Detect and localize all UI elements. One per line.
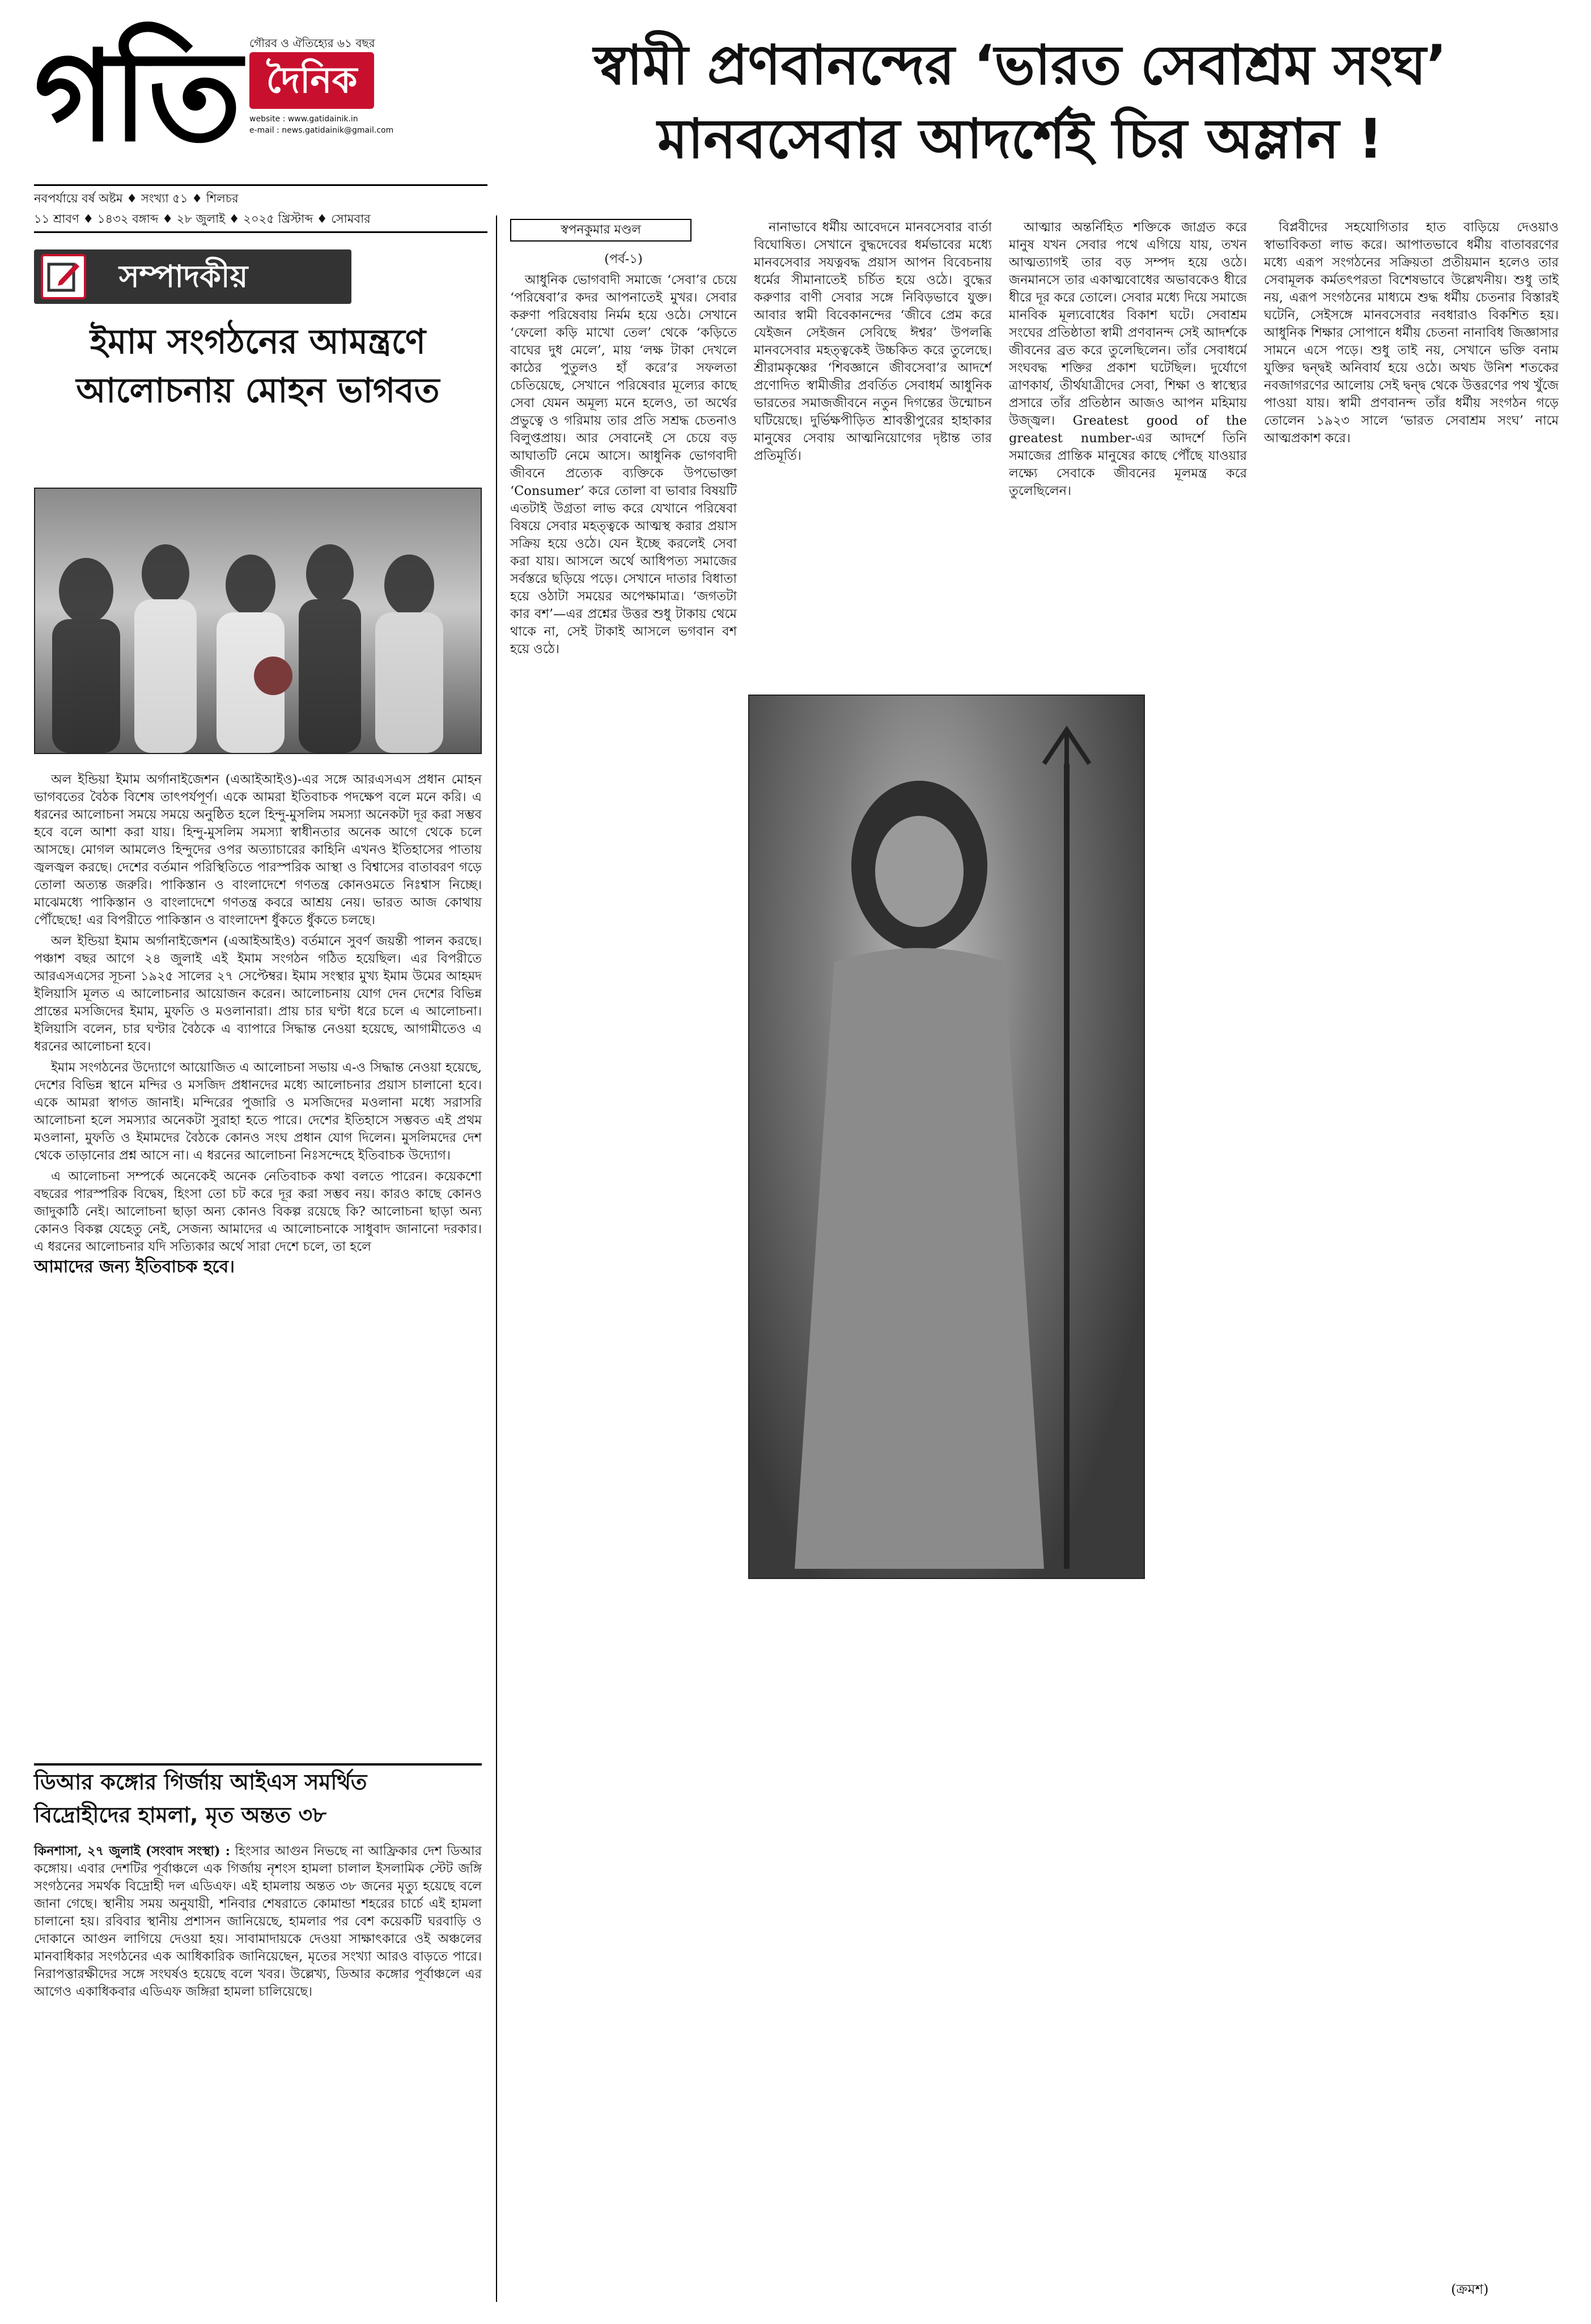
lead-headline	[482, 28, 1559, 176]
editorial-tag: সম্পাদকীয়	[34, 249, 351, 304]
column-rule	[496, 215, 497, 2302]
congo-headline-line2: বিদ্রোহীদের হামলা, মৃত অন্তত ৩৮	[34, 1802, 326, 1827]
lead-paragraph: বিপ্লবীদের সহযোগিতার হাত বাড়িয়ে দেওয়াও স্বাভাবিকতা লাভ করে। আপাতভাবে ধর্মীয় বাতাবরণের মধ্যে এরূপ সংগঠনের সক্রিয়তা প্রতীয়মান হলেও তার সেবামূলক কর্মতৎপরতা বিশেষভাবে উল্লেখনীয়। শুধু তাই নয়, এরূপ সংগঠনের মাধ্যমে শুদ্ধ ধর্মীয় চেতনার বিস্তারই ঘটেনি, সেইসঙ্গে মানবসেবার নবধারাও বিকশিত হয়। আধুনিক শিক্ষার সোপানে ধর্মীয় চেতনা নানাবিধ জিজ্ঞাসার সামনে এসে পড়ে। শুধু তাই নয়, সেখানে ভক্তি বনাম যুক্তির দ্বন্দ্বই অনিবার্য হয়ে ওঠে। অথচ উনিশ শতকের নবজাগরণের আলোয় সেই দ্বন্দ্ব থেকে উত্তরণের পথ খুঁজে পাওয়া যায়। স্বামী প্রণবানন্দ তাঁর ধর্মীয় সংগঠন গড়ে তোলেন ১৯২৩ সালে ‘ভারত সেবাশ্রম সংঘ’ নামে আত্মপ্রকাশ করে।	[1264, 220, 1559, 446]
swami-pranavananda-portrait	[748, 695, 1145, 1579]
lead-column-4	[1264, 219, 1559, 447]
lead-paragraph: আধুনিক ভোগবাদী সমাজে ‘সেবা’র চেয়ে ‘পরিষেবা’র কদর আপনাতেই মুখর। সেবার করুণা পরিষেবায় নির্মম হয়ে ওঠে। সেখানে ‘ফেলো কড়ি মাখো তেল’ থেকে ‘কড়িতে বাঘের দুধ মেলে’, মায় ‘লক্ষ টাকা দেখলে কাঠের পুতুলও হাঁ করে’র সফলতা চেতিয়েছে, সেখানে পরিষেবার মূল্যের কাছে সেবা যেমন অমূল্য মনে হলেও, তা অর্থের প্রভুত্বে ও গরিমায় তার প্রতি সশ্রদ্ধ চেতনাও বিলুপ্তপ্রায়। আর সেবানেই সে চেয়ে বড় আঘাতটি নেমে আসে। আধুনিক ভোগবাদী জীবনে প্রত্যেক ব্যক্তিকে উপভোক্তা ‘Consumer’ করে তোলা বা ভাবার বিষয়টি এতটাই উগ্রতা লাভ করে যেখানে পরিষেবা বিষয়ে সেবার মহত্ত্বকে আত্মস্থ করার প্রয়াস সক্রিয় হয়ে ওঠে। যেন ইচ্ছে করলেই সেবা করা যায়। আসলে অর্থে আধিপত্য সমাজের সর্বস্তরে ছড়িয়ে পড়ে। সেখানে দাতার বিধাতা হয়ে ওঠাটা সময়ের অপেক্ষামাত্র। ‘জগতটা কার বশ’—এর প্রশ্নের উত্তর শুধু টাকায় থেমে থাকে না, সেই টাকাই আসলে ভগবান বশ হয়ে ওঠে।	[510, 273, 737, 657]
continued-label: (ক্রমশ)	[1451, 2281, 1489, 2297]
pen-icon	[41, 254, 86, 299]
part-label: (পর্ব-১)	[604, 252, 643, 266]
lead-paragraph: নানাভাবে ধর্মীয় আবেদনে মানবসেবার বার্তা বিঘোষিত। সেখানে বুদ্ধদেবের ধর্মভাবের মধ্যে মানবসেবার সযত্নবদ্ধ প্রয়াস আপন বিবেচনায় ধর্মের সীমানাতেই চর্চিত হয়ে ওঠে। বুদ্ধের করুণার বাণী সেবার সঙ্গে নিবিড়ভাবে যুক্ত। আবার স্বামী বিবেকানন্দের ‘জীবে প্রেম করে যেইজন সেইজন সেবিছে ঈশ্বর’ উপলব্ধি মানবসেবার মহত্ত্বকেই উচ্চকিত করে তুলেছে। শ্রীরামকৃষ্ণের ‘শিবজ্ঞানে জীবসেবা’র আদর্শে প্রণোদিত স্বামীজীর প্রবর্তিত সেবাধর্ম আধুনিক ভারতের সমাজজীবনে নতুন দিগন্তের উন্মোচন ঘটিয়েছে। দুর্ভিক্ষপীড়িত শ্রাবস্তীপুরের হাহাকার মানুষের সেবায় আত্মনিয়োগের দৃষ্টান্ত তার প্রতিমূর্তি।	[754, 220, 992, 463]
editorial-headline	[34, 318, 482, 415]
issue-line2: ১১ শ্রাবণ ♦ ১৪৩২ বঙ্গাব্দ ♦ ২৮ জুলাই ♦ ২০২৫ খ্রিস্টাব্দ ♦ সোমবার	[34, 212, 371, 226]
author-byline: স্বপনকুমার মণ্ডল	[510, 219, 691, 242]
congo-story-body	[34, 1843, 482, 2001]
lead-paragraph: আত্মার অন্তর্নিহিত শক্তিকে জাগ্রত করে মানুষ যখন সেবার পথে এগিয়ে যায়, তখন আত্মত্যাগই তার বড় সম্পদ হয়ে ওঠে। জনমানসে তার একাত্মবোধের অভাবকেও ধীরে ধীরে দূর করে তোলে। সেবার মধ্যে দিয়ে সমাজে মানবিক মূল্যবোধের বিকাশ ঘটে। সেবাশ্রম সংঘের প্রতিষ্ঠাতা স্বামী প্রণবানন্দ সেই আদর্শকে জীবনের ব্রত করে তুলেছিলেন। তাঁর সেবাধর্মে সংঘবদ্ধ শক্তির প্রকাশ ঘটেছিল। দুর্যোগে ত্রাণকার্য, তীর্থযাত্রীদের সেবা, শিক্ষা ও স্বাস্থ্যের প্রসারে তাঁর প্রতিষ্ঠান আজও আপন মহিমায় উজ্জ্বল। Greatest good of the greatest number-এর আদর্শে তিনি সমাজের প্রান্তিক মানুষের কাছে পৌঁছে যাওয়ার লক্ষ্যে সেবাকে জীবনের মূলমন্ত্র করে তুলেছিলেন।	[1009, 220, 1247, 498]
lead-column-2	[754, 219, 992, 684]
website-text: website : www.gatidainik.in	[249, 115, 358, 124]
editorial-paragraph: অল ইন্ডিয়া ইমাম অর্গানাইজেশন (এআইআইও)-এর সঙ্গে আরএসএস প্রধান মোহন ভাগবতের বৈঠক বিশেষ তাৎপর্যপূর্ণ। একে আমরা ইতিবাচক পদক্ষেপ বলে মনে করি। এ ধরনের আলোচনা সময়ে সময়ে অনুষ্ঠিত হলে হিন্দু-মুসলিম সমস্যা অনেকটা দূর করা সম্ভব হবে বলে আশা করা যায়। হিন্দু-মুসলিম সমস্যা স্বাধীনতার অনেক আগে থেকে চলে আসছে। মোগল আমলেও হিন্দুদের ওপর অত্যাচারের কাহিনি এখনও ইতিহাসের পাতায় জ্বলজ্বল করছে। দেশের বর্তমান পরিস্থিতিতে পারস্পরিক আস্থা ও বিশ্বাসের বাতাবরণ গড়ে তোলা অত্যন্ত জরুরি। পাকিস্তান ও বাংলাদেশে গণতন্ত্র কোনওমতে নিঃশ্বাস নিচ্ছে। মাঝেমধ্যে পাকিস্তান ও বাংলাদেশে গণতন্ত্র কবরে আশ্রয় নেয়। ভারত আজ কোথায় পৌঁছেছে! এর বিপরীতে পাকিস্তান ও বাংলাদেশ ধুঁকতে ধুঁকতে চলছে।	[34, 772, 482, 928]
editorial-body	[34, 771, 482, 1276]
editorial-headline-line2: আলোচনায় মোহন ভাগবত	[76, 371, 440, 410]
lead-column-3	[1009, 219, 1247, 684]
lead-column-1	[510, 251, 737, 658]
editorial-paragraph: এ আলোচনা সম্পর্কে অনেকেই অনেক নেতিবাচক কথা বলতে পারেন। কয়েকশো বছরের পারস্পরিক বিদ্বেষ, হিংসা তো চট করে দূর করা সম্ভব নয়। কারও কাছে কোনও জাদুকাঠি নেই। আলোচনা ছাড়া অন্য কোনও বিকল্প রয়েছে কি? আলোচনা ছাড়া অন্য কোনও বিকল্প যেহেতু নেই, সেজন্য আমাদের এ আলোচনাকে সাধুবাদ জানানো দরকার। এ ধরনের আলোচনার যদি সত্যিকার অর্থে সারা দেশে চলে, তা হলে	[34, 1169, 482, 1254]
divider	[34, 184, 487, 186]
lead-headline-line2: মানবসেবার আদর্শেই চির অম্লান !	[657, 107, 1383, 171]
editorial-headline-line1: ইমাম সংগঠনের আমন্ত্রণে	[90, 322, 426, 362]
editorial-paragraph: ইমাম সংগঠনের উদ্যোগে আয়োজিত এ আলোচনা সভায় এ-ও সিদ্ধান্ত নেওয়া হয়েছে, দেশের বিভিন্ন স্থানে মন্দির ও মসজিদ প্রধানদের মধ্যে আলোচনার প্রয়াস চালানো হবে। একে আমরা স্বাগত জানাই। মন্দিরের পুজারি ও মসজিদের মওলানা মধ্যে সরাসরি আলোচনা হলে সমস্যার অনেকটা সুরাহা হতে পারে। দেশের ইতিহাসে সম্ভবত এই প্রথম মওলানা, মুফতি ও ইমামদের বৈঠকে কোনও সংঘ প্রধান যোগ দিলেন। মুসলিমদের দেশ থেকে তাড়ানোর প্রশ্ন আসে না। এ ধরনের আলোচনা নিঃসন্দেহে ইতিবাচক উদ্যোগ।	[34, 1060, 482, 1163]
issue-line1: নবপর্যায়ে বর্ষ অষ্টম ♦ সংখ্যা ৫১ ♦ শিলচর	[34, 192, 239, 205]
editorial-closing: আমাদের জন্য ইতিবাচক হবে।	[34, 1257, 235, 1277]
editorial-paragraph: অল ইন্ডিয়া ইমাম অর্গানাইজেশন (এআইআইও) বর্তমানে সুবর্ণ জয়ন্তী পালন করছে। পঞ্চাশ বছর আগে ২৪ জুলাই এই ইমাম সংগঠন গঠিত হয়েছিল। এর বিপরীতে আরএসএসের সূচনা ১৯২৫ সালের ২৭ সেপ্টেম্বর। ইমাম সংস্থার মুখ্য ইমাম উমের আহমদ ইলিয়াসি মূলত এ আলোচনার আয়োজন করেন। আলোচনায় যোগ দেন দেশের বিভিন্ন প্রান্তের মসজিদের ইমাম, মুফতি ও মওলানারা। প্রায় চার ঘণ্টা ধরে চলে এ আলোচনা। ইলিয়াসি বলেন, চার ঘণ্টার বৈঠকে এ ব্যাপারে সিদ্ধান্ত নেওয়া হয়েছে, আগামীতেও এ ধরনের আলোচনা হবে।	[34, 934, 482, 1054]
congo-body-text: হিংসার আগুন নিভছে না আফ্রিকার দেশ ডিআর কঙ্গোয়। এবার দেশটির পূর্বাঞ্চলে এক গির্জায় নৃশংস হামলা চালাল ইসলামিক স্টেট জঙ্গি সংগঠনের সমর্থক বিদ্রোহী দল এডিএফ। এই হামলায় অন্তত ৩৮ জনের মৃত্যু হয়েছে বলে জানা গেছে। স্থানীয় সময় অনুযায়ী, শনিবার শেষরাতে কোমান্ডা শহরের চার্চে এই হামলা চালানো হয়। রবিবার স্থানীয় প্রশাসন জানিয়েছে, হামলার পর বেশ কয়েকটি ঘরবাড়ি ও দোকানে আগুন লাগিয়ে দেওয়া হয়। সাবামাদায়কে দেওয়া সাক্ষাৎকারে ওই অঞ্চলের মানবাধিকার সংগঠনের এক আধিকারিক জানিয়েছেন, মৃতের সংখ্যা আরও বাড়তে পারে। নিরাপত্তারক্ষীদের সঙ্গে সংঘর্ষও হয়েছে বলে খবর। উল্লেখ্য, ডিআর কঙ্গোর পূর্বাঞ্চলে এর আগেও একাধিকবার এডিএফ জঙ্গিরা হামলা চালিয়েছে।	[34, 1844, 482, 1999]
divider	[34, 231, 487, 233]
masthead-tagline: গৌরব ও ঐতিহ্যের ৬১ বছর	[249, 36, 375, 50]
meeting-photo	[34, 488, 482, 754]
email-text: e-mail : news.gatidainik@gmail.com	[249, 126, 394, 135]
congo-dateline: কিনশাসা, ২৭ জুলাই (সংবাদ সংস্থা) :	[34, 1844, 231, 1859]
congo-story-headline	[34, 1763, 482, 1834]
issue-info	[34, 188, 487, 229]
masthead-logo: গতি	[34, 24, 239, 169]
masthead-contact	[249, 113, 453, 136]
lead-headline-line1: স্বামী প্রণবানন্দের ‘ভারত সেবাশ্রম সংঘ’	[593, 33, 1447, 97]
edition-badge: দৈনিক	[249, 52, 374, 109]
congo-headline-line1: ডিআর কঙ্গোর গির্জায় আইএস সমর্থিত	[34, 1770, 367, 1794]
